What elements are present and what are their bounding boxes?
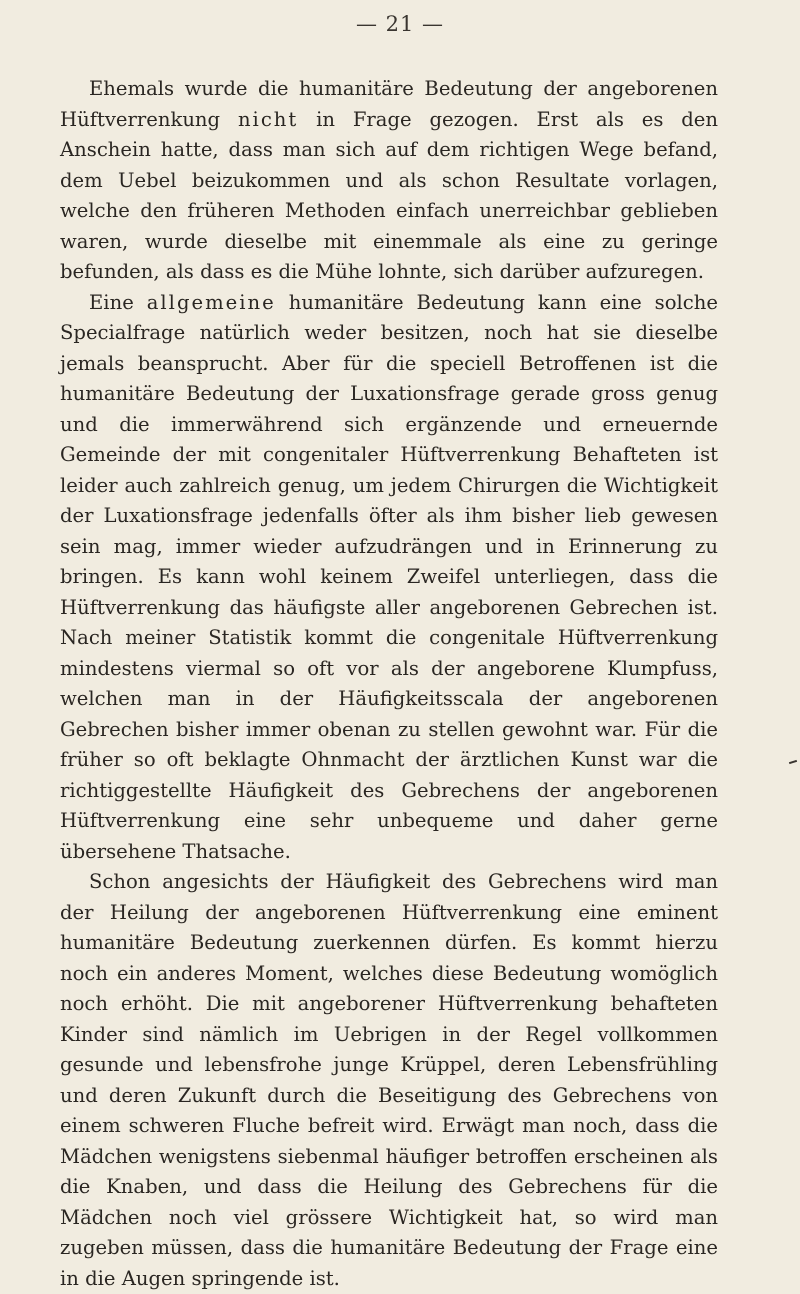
paragraph-2	[60, 288, 718, 868]
text-run: Ehemals wurde die humanitäre Bedeutung der angeborenen Hüftverrenkung	[60, 77, 718, 131]
paragraph-1	[60, 74, 718, 288]
emphasis-spaced: allgemeine	[146, 290, 276, 314]
page-number: — 21 —	[355, 12, 445, 36]
text-run: Schon angesichts der Häufigkeit des Gebrechens wird man der Heilung der angeborenen Hüftverrenkung eine eminent humanitäre Bedeutung zuerkennen dürfen. Es kommt hierzu noch ein anderes Moment, welches diese Bedeutung womöglich noch erhöht. Die mit angeborener Hüftverrenkung behafteten Kinder sind nämlich im Uebrigen in der Regel vollkommen gesunde und lebensfrohe junge Krüppel, deren Lebensfrühling und deren Zukunft durch die Beseitigung des Gebrechens von einem schweren Fluche befreit wird. Erwägt man noch, dass die Mädchen wenigstens siebenmal häufiger betroffen erscheinen als die Knaben, und dass die Heilung des Gebrechens für die Mädchen noch viel grössere Wichtigkeit hat, so wird man zugeben müssen, dass die humanitäre Bedeutung der Frage eine in die Augen springende ist.	[60, 870, 718, 1290]
paragraph-3	[60, 867, 718, 1294]
text-run: humanitäre Bedeutung kann eine solche Specialfrage natürlich weder besitzen, noch hat sie dieselbe jemals beansprucht. Aber für die speciell Betroffenen ist die humanitäre Bedeutung der Luxationsfrage gerade gross genug und die immerwährend sich ergänzende und erneuernde Gemeinde der mit congenitaler Hüftverrenkung Behafteten ist leider auch zahlreich genug, um jedem Chirurgen die Wichtigkeit der Luxationsfrage jedenfalls öfter als ihm bisher lieb gewesen sein mag, immer wieder aufzudrängen und in Erinnerung zu bringen. Es kann wohl keinem Zweifel unterliegen, dass die Hüftverrenkung das häufigste aller angeborenen Gebrechen ist. Nach meiner Statistik kommt die congenitale Hüftverrenkung mindestens viermal so oft vor als der angeborene Klumpfuss, welchen man in der Häufigkeitsscala der angeborenen Gebrechen bisher immer obenan zu stellen gewohnt war. Für die früher so oft beklagte Ohnmacht der ärztlichen Kunst war die richtiggestellte Häufigkeit des Gebrechens der angeborenen Hüftverrenkung eine sehr unbequeme und daher gerne übersehene Thatsache.	[60, 290, 718, 863]
text-run: Eine	[89, 290, 147, 314]
emphasis-spaced: nicht	[237, 107, 299, 131]
text-run: in Frage gezogen. Erst als es den Anschein hatte, dass man sich auf dem richtigen Wege befand, dem Uebel beizukommen und als schon Resultate vorlagen, welche den früheren Methoden einfach unerreichbar geblieben waren, wurde dieselbe mit einemmale als eine zu geringe befunden, als dass es die Mühe lohnte, sich darüber aufzuregen.	[60, 107, 718, 283]
body-text	[60, 74, 718, 1294]
margin-mark	[789, 760, 797, 764]
